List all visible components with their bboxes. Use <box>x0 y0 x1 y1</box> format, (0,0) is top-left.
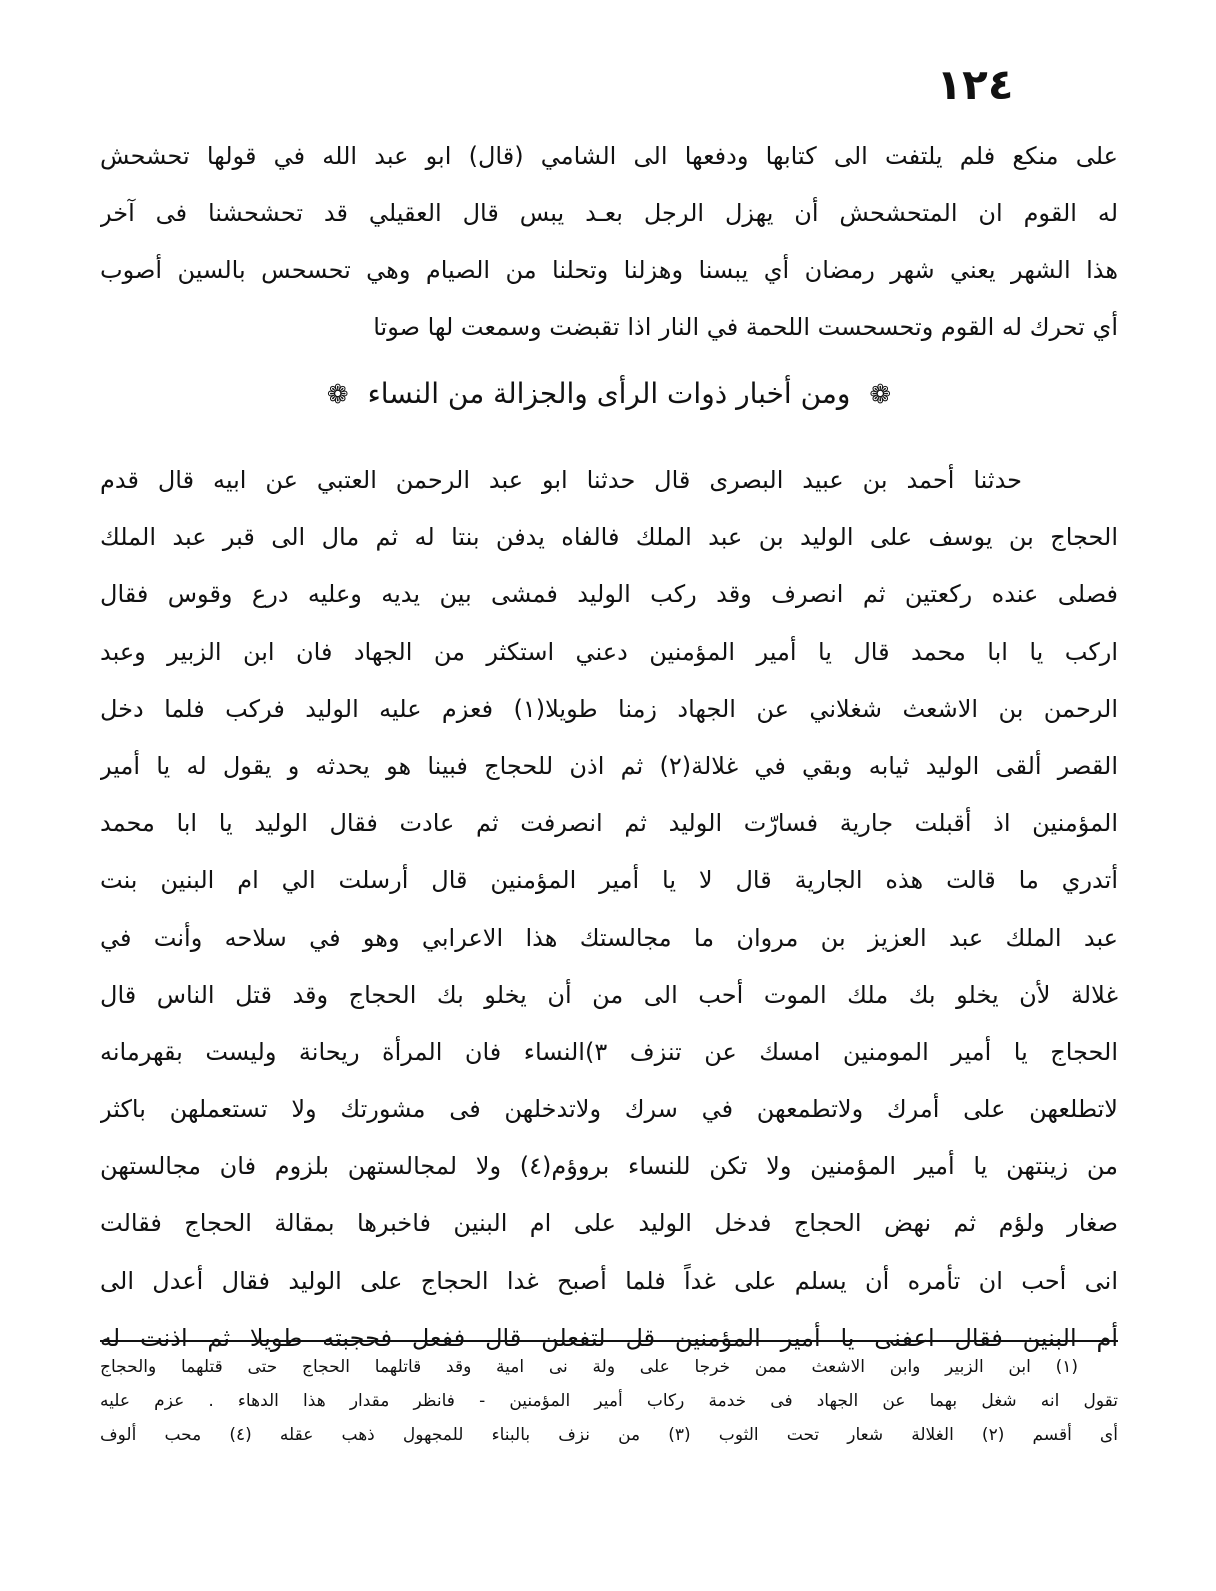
text-line: من زينتهن يا أمير المؤمنين ولا تكن للنساء بروؤم(٤) ولا لمجالستهن بلزوم فان مجالستهن <box>100 1152 1118 1181</box>
text-line: له القوم ان المتحشحش أن يهزل الرجل بعـد يبس قال العقيلي قد تحشحشنا فى آخر <box>100 199 1118 227</box>
text-line: أي تحرك له القوم وتحسحست اللحمة في النار اذا تقبضت وسمعت لها صوتا <box>373 313 1118 341</box>
text-line: حدثنا أحمد بن عبيد البصرى قال حدثنا ابو عبد الرحمن العتبي عن ابيه قال قدم <box>100 466 1022 494</box>
text-line: انى أحب ان تأمره أن يسلم على غداً فلما أصبح غدا الحجاج على الوليد فقال أعدل الى <box>100 1266 1118 1295</box>
footnote-line: (١) ابن الزبير وابن الاشعث ممن خرجا على ولة نى امية وقد قاتلهما الحجاج حتى قتلهما والحجاج <box>100 1357 1078 1377</box>
ornament-left-icon: ❁ <box>326 380 349 410</box>
text-line: هذا الشهر يعني شهر رمضان أي يبسنا وهزلنا وتحلنا من الصيام وهي تحسحس بالسين أصوب <box>100 256 1118 284</box>
text-line: المؤمنين اذ أقبلت جارية فسارّت الوليد ثم انصرفت ثم عادت فقال الوليد يا ابا محمد <box>100 809 1118 838</box>
page-number: ١٢٤ <box>936 60 1014 109</box>
footnote-line: أى أقسم (٢) الغلالة شعار تحت الثوب (٣) من نزف بالبناء للمجهول ذهب عقله (٤) محب ألوف <box>100 1425 1118 1445</box>
footnotes <box>100 1350 1118 1452</box>
text-line: لاتطلعهن على أمرك ولاتطمعهن في سرك ولاتدخلهن فى مشورتك ولا تستعملهن باكثر <box>100 1095 1118 1124</box>
text-line: أم البنين فقال اعفنى يا أمير المؤمنين قل لتفعلن قال ففعل فحجبته طويلا ثم اذنت له <box>100 1323 1118 1352</box>
main-paragraph <box>100 452 1118 1367</box>
section-heading-text: ومن أخبار ذوات الرأى والجزالة من النساء <box>367 377 851 410</box>
text-line: الحجاج بن يوسف على الوليد بن عبد الملك فالفاه يدفن بنتا له ثم مال الى قبر عبد الملك <box>100 523 1118 552</box>
text-line: الرحمن بن الاشعث شغلاني عن الجهاد زمنا طويلا(١) فعزم عليه الوليد فركب فلما دخل <box>100 694 1118 723</box>
text-line: القصر ألقى الوليد ثيابه وبقي في غلالة(٢) ثم اذن للحجاج فبينا هو يحدثه و يقول له يا أمير <box>100 751 1118 780</box>
footnote-divider <box>100 1340 1118 1342</box>
text-line: صغار ولؤم ثم نهض الحجاج فدخل الوليد على ام البنين فاخبرها بمقالة الحجاج فقالت <box>100 1209 1118 1238</box>
section-heading <box>100 368 1118 421</box>
text-line: أتدري ما قالت هذه الجارية قال لا يا أمير المؤمنين قال أرسلت الي ام البنين بنت <box>100 866 1118 895</box>
footnote-line: تقول انه شغل بهما عن الجهاد فى خدمة ركاب أمير المؤمنين - فانظر مقدار هذا الدهاء . عزم عليه <box>100 1391 1118 1411</box>
text-line: الحجاج يا أمير المومنين امسك عن تنزف ٣)النساء فان المرأة ريحانة وليست بقهرمانه <box>100 1037 1118 1066</box>
text-line: غلالة لأن يخلو بك ملك الموت أحب الى من أن يخلو بك الحجاج وقد قتل الناس قال <box>100 980 1118 1009</box>
intro-paragraph <box>100 128 1118 356</box>
text-line: اركب يا ابا محمد قال يا أمير المؤمنين دعني استكثر من الجهاد فان ابن الزبير وعبد <box>100 637 1118 666</box>
ornament-right-icon: ❁ <box>869 380 892 410</box>
text-line: عبد الملك عبد العزيز بن مروان ما مجالستك هذا الاعرابي وهو في سلاحه وأنت في <box>100 923 1118 952</box>
text-line: فصلى عنده ركعتين ثم انصرف وقد ركب الوليد فمشى بين يديه وعليه درع وقوس فقال <box>100 580 1118 609</box>
text-line: على منكع فلم يلتفت الى كتابها ودفعها الى الشامي (قال) ابو عبد الله في قولها تحشحش <box>100 142 1118 170</box>
